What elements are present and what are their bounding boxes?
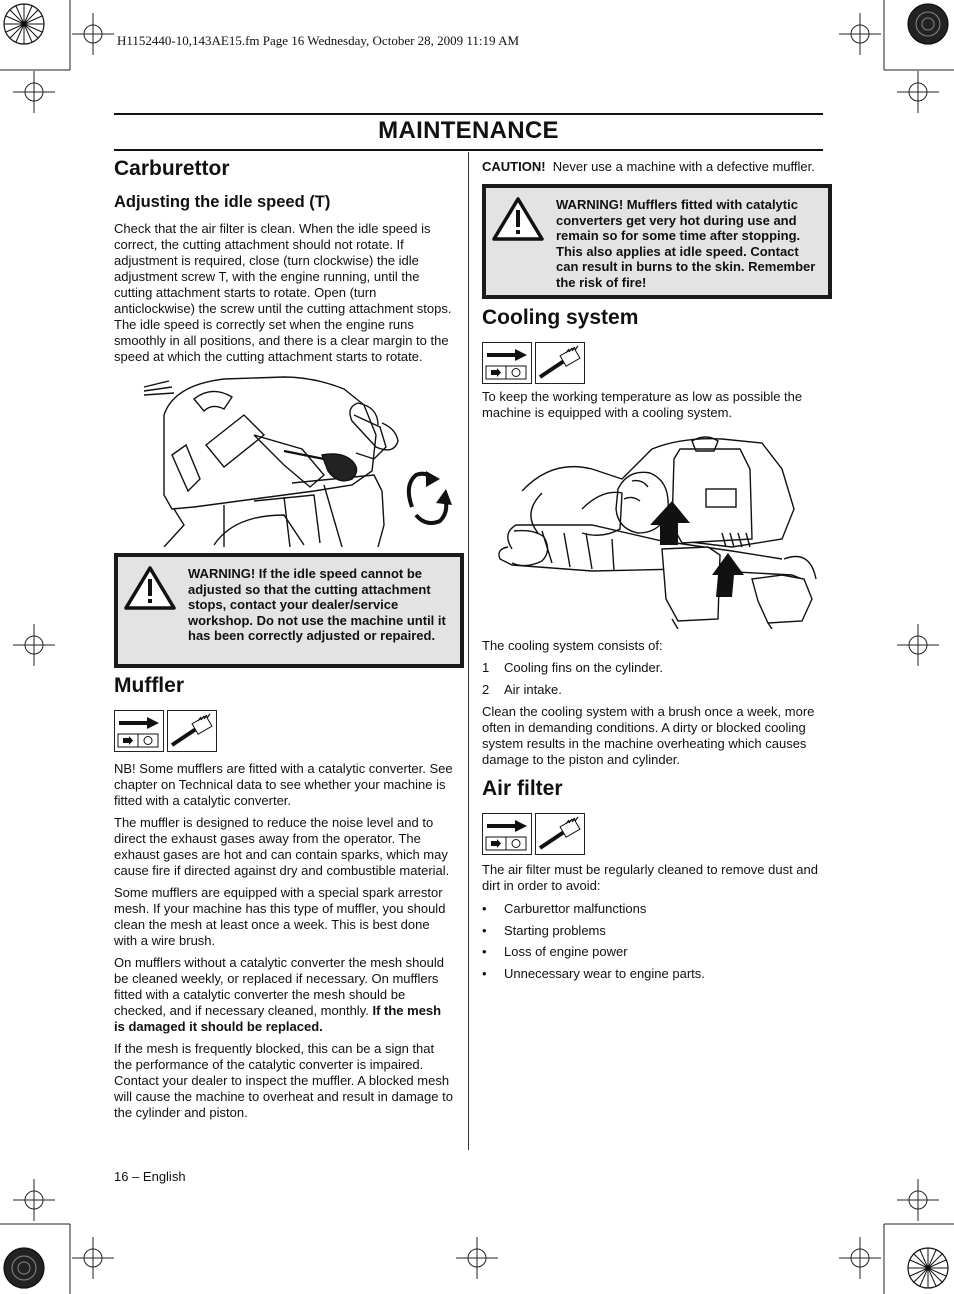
interval-arrow-icon [114, 710, 164, 752]
cooling-consists: The cooling system consists of: [482, 638, 663, 653]
cooling-heading: Cooling system [482, 306, 639, 329]
idle-speed-text: Check that the air filter is clean. When the idle speed is correct, the cutting attachment should not rotate. If adjustment is required, close (turn clockwise) the idle adjustment screw T, with the engine running, until the cutting attachment starts to rotate. Open (turn anticlockwise) the screw until the cutting attachment stops. The idle speed is correctly set when the engine runs smoothly in all positions, and there is a clear margin to the speed at which the cutting attachment starts to rotate. [114, 221, 452, 364]
section-title: MAINTENANCE [378, 117, 559, 144]
brush-icon [535, 342, 585, 384]
list-item [482, 682, 827, 698]
carburettor-heading: Carburettor [114, 157, 230, 180]
list-item: • Carburettor malfunctions [482, 901, 827, 917]
warning-idle-text: WARNING! If the idle speed cannot be adjusted so that the cutting attachment stops, contact your dealer/service workshop. Do not use the machine until it has been correctly adjusted or repaired. [188, 566, 446, 644]
caution-line [482, 159, 827, 175]
caution-label: CAUTION! [482, 159, 546, 174]
warning-muffler-hot [482, 184, 832, 299]
muffler-maintenance-icons [114, 710, 454, 752]
brush-icon [535, 813, 585, 855]
list-item [482, 660, 827, 676]
cooling-list [482, 660, 827, 698]
cooling-intro: To keep the working temperature as low as possible the machine is equipped with a cooling system. [482, 389, 803, 420]
idle-speed-heading: Adjusting the idle speed (T) [114, 193, 331, 211]
muffler-heading: Muffler [114, 674, 184, 697]
warning-muffler-text: WARNING! Mufflers fitted with catalytic converters get very hot during use and remain so for some time after stopping. This also applies at idle speed. Contact can result in burns to the skin. Remember the risk of fire! [556, 197, 816, 290]
title-rule [114, 149, 823, 151]
file-info-line: H1152440-10,143AE15.fm Page 16 Wednesday, October 28, 2009 11:19 AM [117, 33, 520, 48]
interval-arrow-icon [482, 813, 532, 855]
cooling-clean-text: Clean the cooling system with a brush once a week, more often in demanding conditions. A dirty or blocked cooling system results in the machine overheating which causes damage to the piston and cylinder. [482, 704, 815, 767]
muffler-purpose: The muffler is designed to reduce the noise level and to direct the exhaust gases away from the operator. The exhaust gases are hot and can contain sparks, which may cause fire if directed against dry and combustible material. [114, 815, 450, 878]
warning-triangle-icon [124, 565, 176, 611]
airfilter-intro: The air filter must be regularly cleaned to remove dust and dirt in order to avoid: [482, 862, 819, 893]
warning-triangle-icon [492, 196, 544, 242]
caution-text: Never use a machine with a defective muffler. [552, 159, 815, 174]
left-column [114, 155, 454, 1121]
right-column [482, 155, 827, 987]
muffler-mesh-cleaning [114, 955, 454, 1035]
brush-icon [167, 710, 217, 752]
airfilter-maintenance-icons [482, 813, 827, 855]
item-text: Cooling fins on the cylinder. [504, 660, 663, 675]
item-text: Air intake. [504, 682, 562, 697]
mesh-replace-note: If the mesh is damaged it should be replaced. [114, 1003, 442, 1034]
muffler-spark-arrestor: Some mufflers are equipped with a special spark arrestor mesh. If your machine has this type of muffler, you should clean the mesh at least once a week. This is best done with a wire brush. [114, 885, 446, 948]
interval-arrow-icon [482, 342, 532, 384]
item-number: 1 [482, 660, 490, 675]
top-rule [114, 113, 823, 115]
item-number: 2 [482, 682, 490, 697]
mesh-cleaning-text: On mufflers without a catalytic converter the mesh should be cleaned weekly, or replaced if necessary. On mufflers fitted with a catalytic converter the mesh should be checked, and if necessary cleaned, monthly. [114, 955, 444, 1018]
list-item: • Unnecessary wear to engine parts. [482, 966, 827, 982]
column-divider [468, 152, 469, 1150]
muffler-blocked-mesh: If the mesh is frequently blocked, this can be a sign that the performance of the catalytic converter is impaired. Contact your dealer to inspect the muffler. A blocked mesh will cause the machine to overheat and result in damage to the cylinder and piston. [114, 1041, 453, 1120]
page-footer: 16 – English [114, 1169, 186, 1184]
list-item: • Starting problems [482, 923, 827, 939]
cooling-system-illustration [482, 429, 827, 629]
warning-idle-speed [114, 553, 464, 668]
muffler-note: NB! Some mufflers are fitted with a catalytic converter. See chapter on Technical data to see whether your machine is fitted with a catalytic converter. [114, 761, 453, 808]
airfilter-list [482, 901, 827, 982]
carburettor-illustration [114, 375, 454, 547]
list-item: • Loss of engine power [482, 944, 827, 960]
cooling-maintenance-icons [482, 342, 827, 384]
airfilter-heading: Air filter [482, 777, 563, 800]
